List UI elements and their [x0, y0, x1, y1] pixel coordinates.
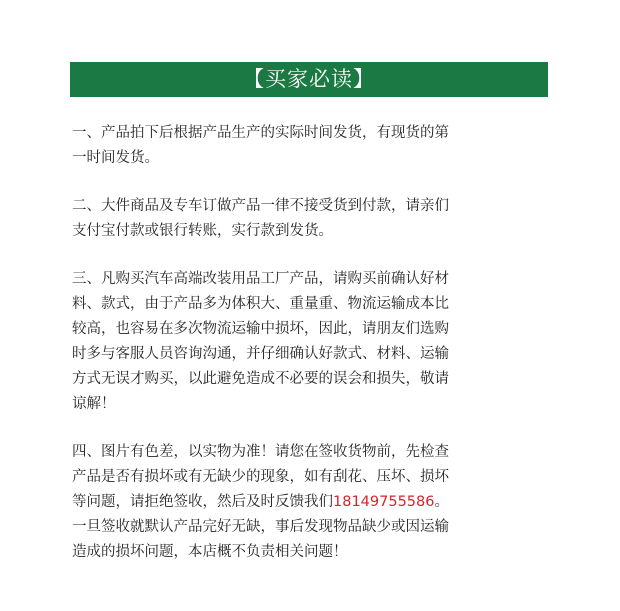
text-segment: 。 [434, 494, 449, 510]
phone-number: 18149755586 [333, 494, 435, 510]
text-line: 三、凡购买汽车高端改装用品工厂产品，请购买前确认好材 [72, 271, 449, 287]
text-line: 支付宝付款或银行转账，实行款到发货。 [72, 223, 333, 239]
text-line: 谅解！ [72, 396, 116, 412]
text-segment: 等问题，请拒绝签收，然后及时反馈我们 [72, 494, 333, 510]
notice-banner [70, 62, 548, 97]
text-line: 料、款式，由于产品多为体积大、重量重、物流运输成本比 [72, 296, 449, 312]
text-line: 较高，也容易在多次物流运输中损坏，因此，请朋友们选购 [72, 321, 449, 337]
text-line: 时多与客服人员咨询沟通，并仔细确认好款式、材料、运输 [72, 346, 449, 362]
notice-paragraph-4 [72, 440, 552, 565]
text-line: 一旦签收就默认产品完好无缺，事后发现物品缺少或因运输 [72, 519, 449, 535]
notice-paragraph-1 [72, 121, 552, 171]
text-line: 二、大件商品及专车订做产品一律不接受货到付款，请亲们 [72, 198, 449, 214]
notice-paragraph-2 [72, 194, 552, 244]
text-line: 方式无误才购买，以此避免造成不必要的误会和损失，敬请 [72, 371, 449, 387]
notice-paragraph-3 [72, 267, 552, 417]
text-line: 一、产品拍下后根据产品生产的实际时间发货，有现货的第 [72, 125, 449, 141]
text-line: 造成的损坏问题，本店概不负责相关问题！ [72, 544, 348, 560]
text-line: 一时间发货。 [72, 150, 159, 166]
text-line-with-phone [72, 490, 552, 515]
banner-title: 【买家必读】 [243, 67, 375, 91]
text-line: 四、图片有色差，以实物为准！请您在签收货物前，先检查 [72, 444, 449, 460]
text-line: 产品是否有损坏或有无缺少的现象，如有刮花、压坏、损坏 [72, 469, 449, 485]
notice-body [72, 121, 552, 588]
